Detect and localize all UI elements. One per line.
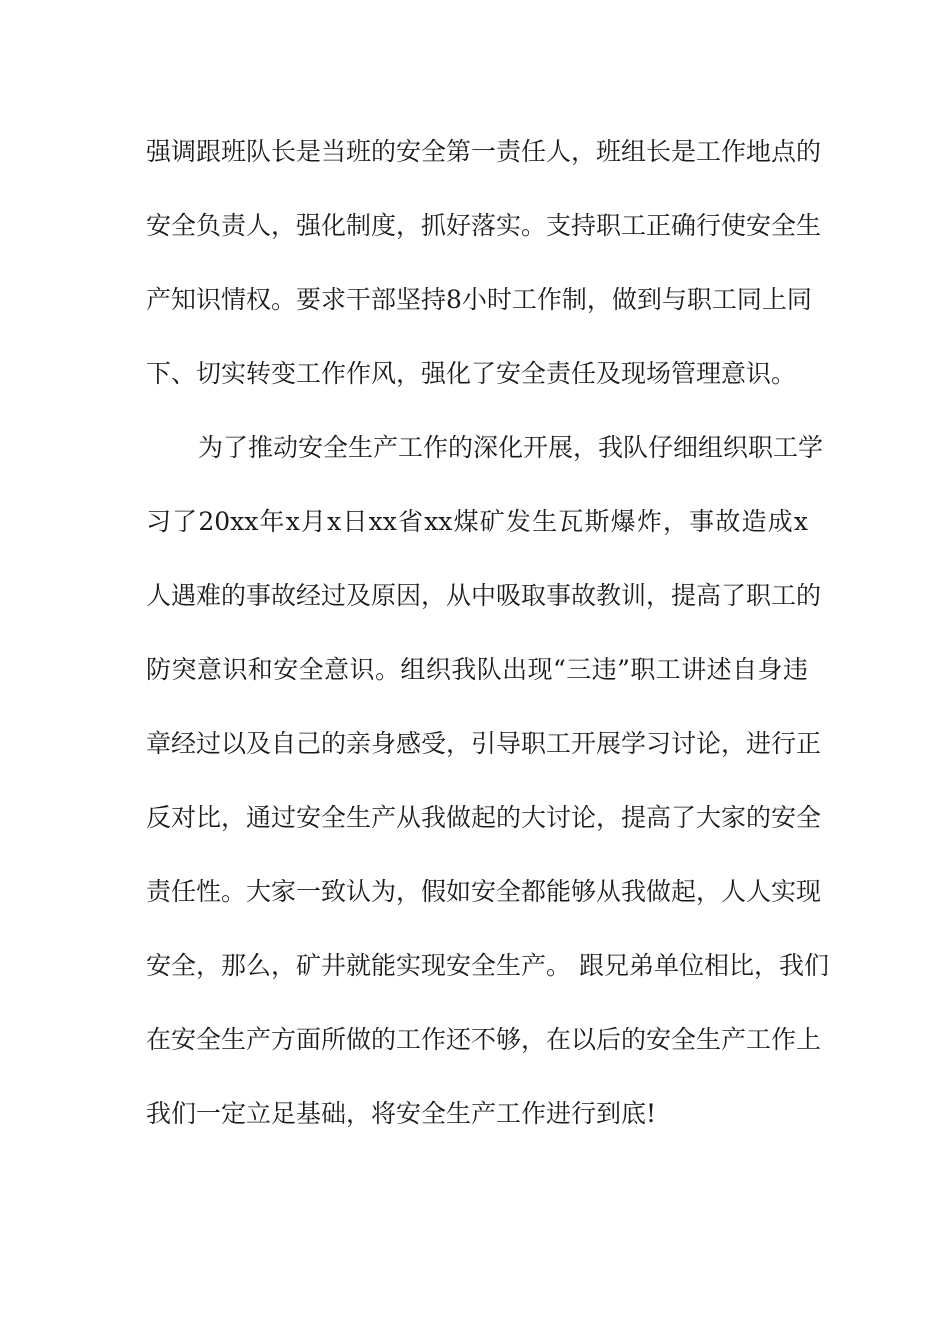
text-line: 安全负责人，强化制度，抓好落实。支持职工正确行使安全生 — [146, 211, 822, 240]
text-line: 反对比，通过安全生产从我做起的大讨论，提高了大家的安全 — [146, 803, 822, 832]
text-line: 我们一定立足基础，将安全生产工作进行到底! — [146, 1099, 657, 1128]
text-line: 章经过以及自己的亲身感受，引导职工开展学习讨论，进行正 — [146, 729, 822, 758]
text-line: 防突意识和安全意识。组织我队出现“三违”职工讲述自身违 — [146, 655, 808, 684]
text-line: 下、切实转变工作作风，强化了安全责任及现场管理意识。 — [146, 359, 797, 388]
paragraph-2 — [146, 424, 829, 1164]
paragraph-1 — [146, 128, 822, 424]
text-line: 强调跟班队长是当班的安全第一责任人，班组长是工作地点的 — [146, 137, 822, 166]
text-line: 习了20xx年x月x日xx省xx煤矿发生瓦斯爆炸，事故造成x — [146, 507, 808, 536]
text-line: 为了推动安全生产工作的深化开展，我队仔细组织职工学 — [198, 433, 824, 462]
text-line: 在安全生产方面所做的工作还不够，在以后的安全生产工作上 — [146, 1025, 822, 1054]
text-line: 产知识情权。要求干部坚持8小时工作制，做到与职工同上同 — [146, 285, 812, 314]
text-line: 人遇难的事故经过及原因，从中吸取事故教训，提高了职工的 — [146, 581, 822, 610]
text-line: 责任性。大家一致认为，假如安全都能够从我做起，人人实现 — [146, 877, 822, 906]
document-body — [146, 128, 829, 1164]
text-line: 安全，那么，矿井就能实现安全生产。 跟兄弟单位相比，我们 — [146, 951, 829, 980]
